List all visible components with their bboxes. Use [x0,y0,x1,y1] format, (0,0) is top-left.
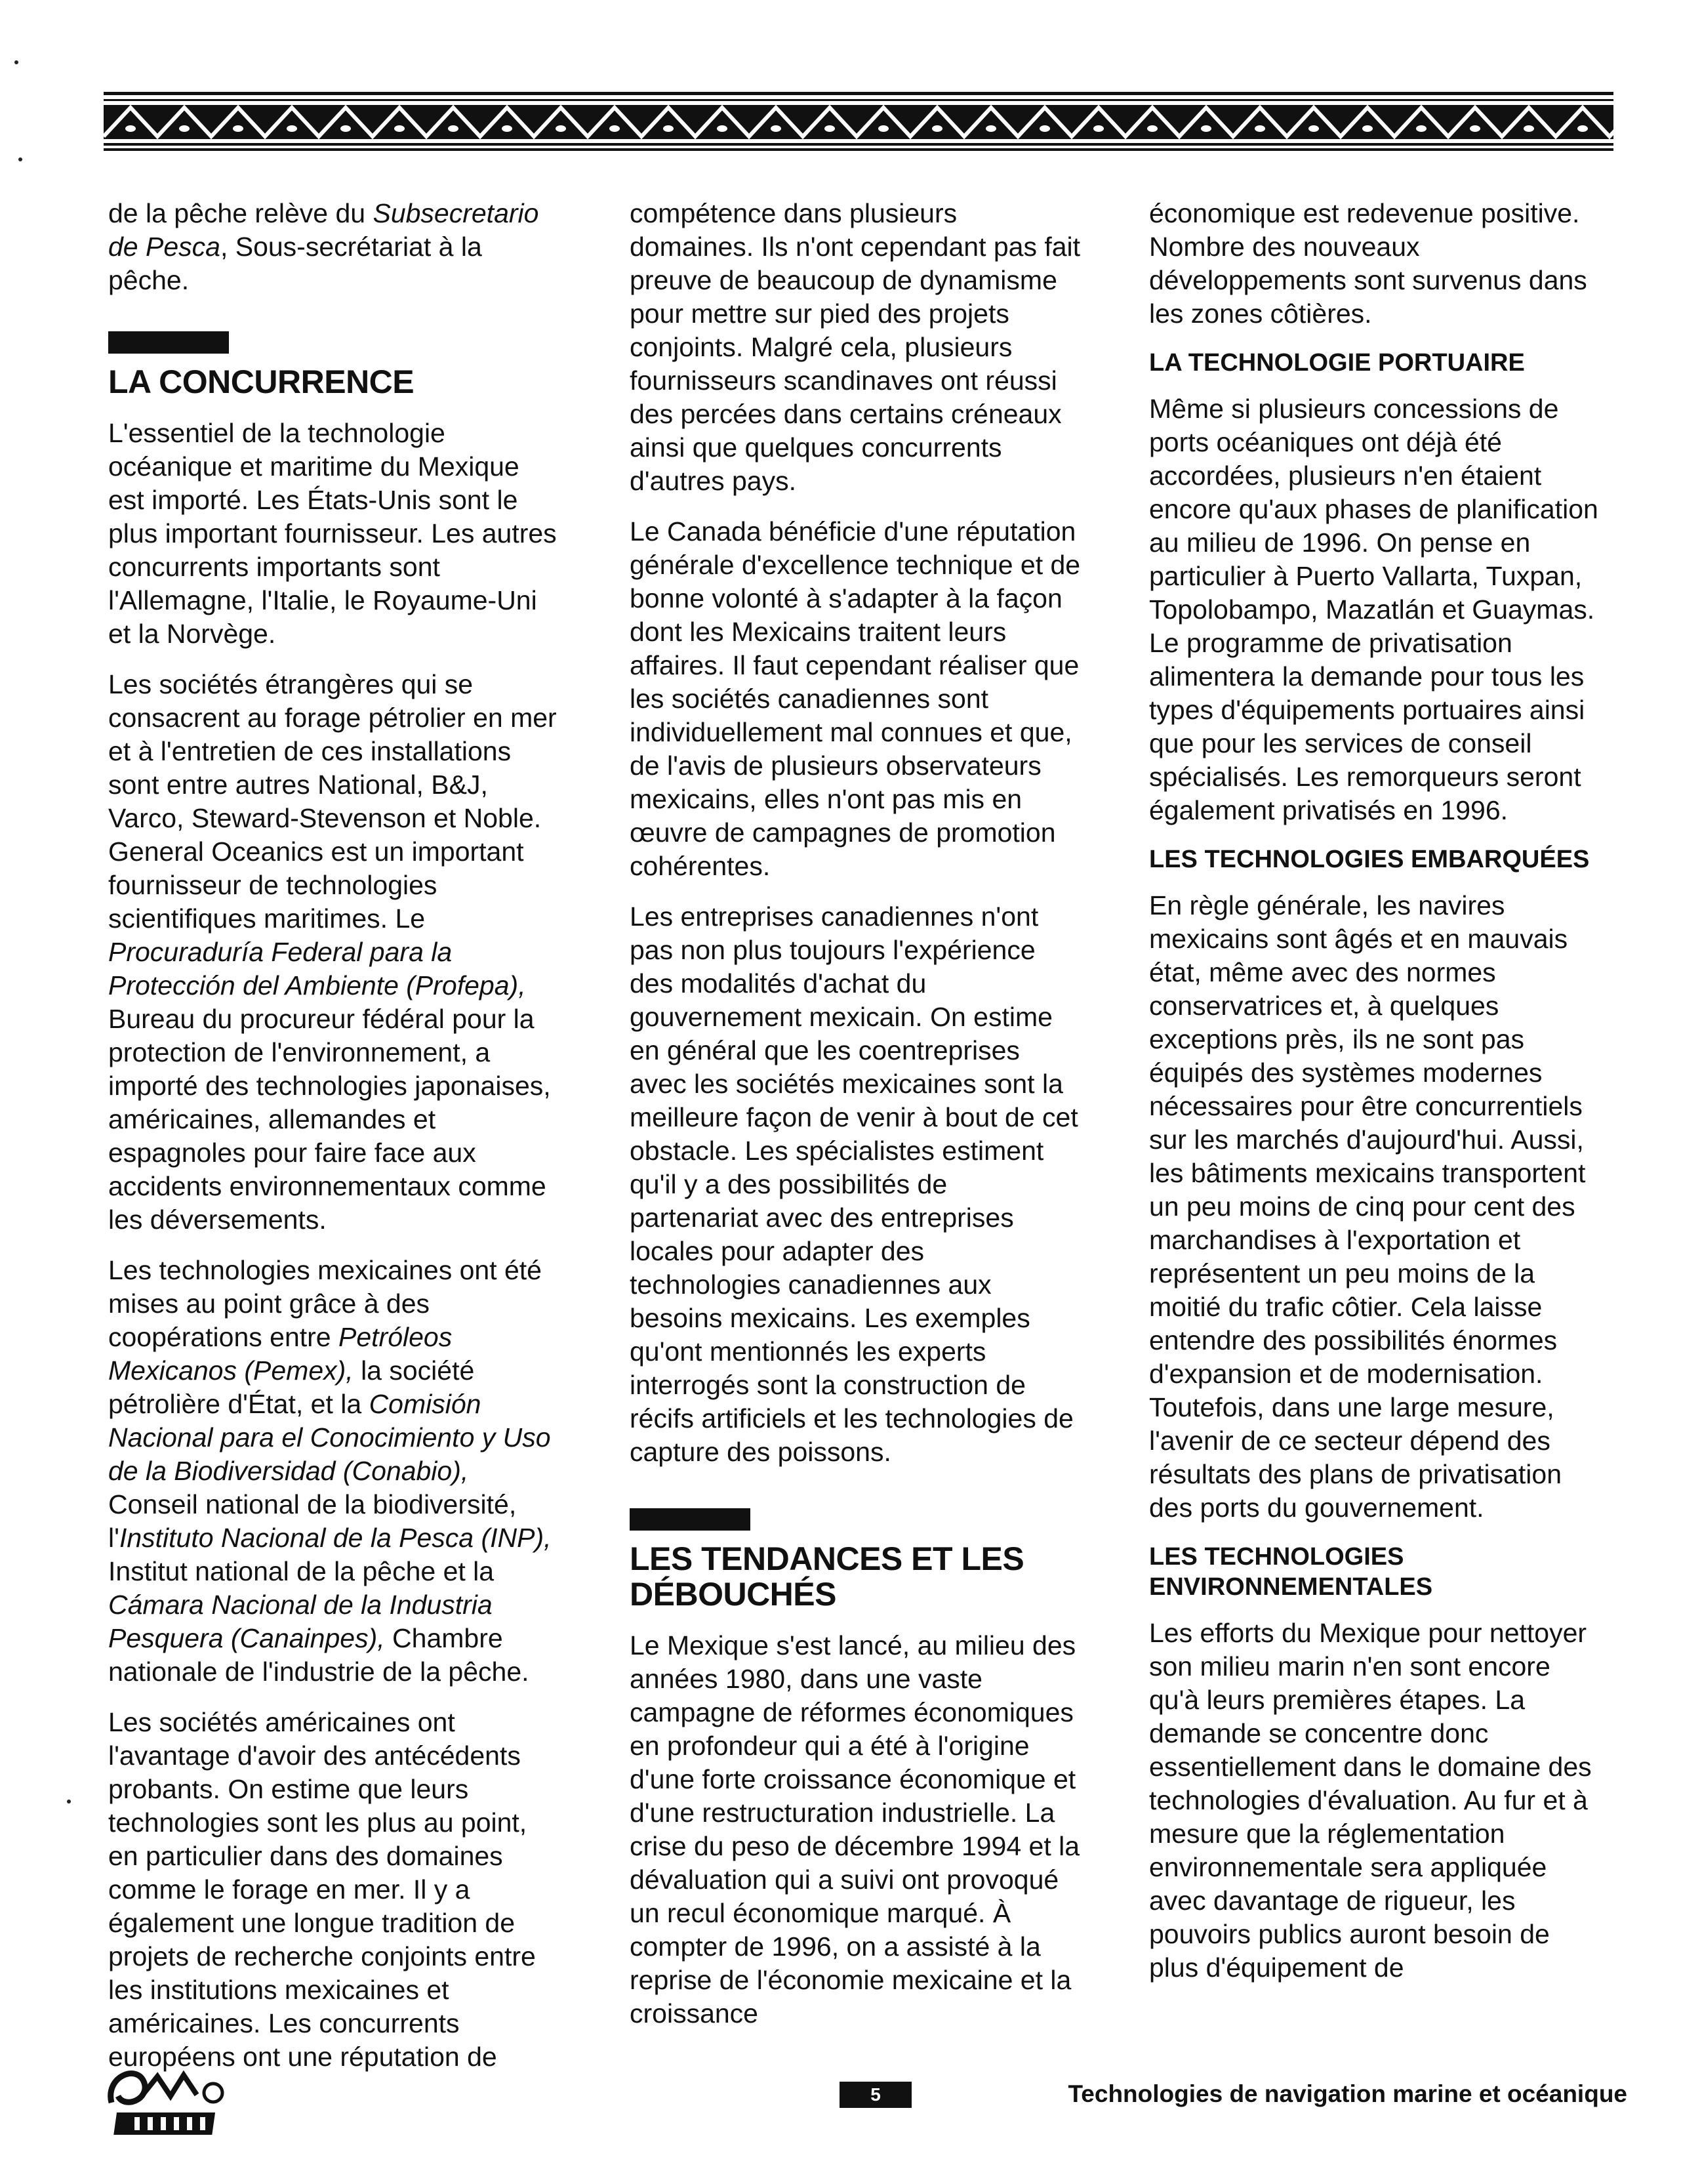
banner-dot [1308,125,1319,132]
paragraph: L'essentiel de la technologie océanique et maritime du Mexique est importé. Les États-Unis sont le plus important fournisseur. Les autres concurrents importants sont l'Allemagne, l'Italie, le Royaume-Uni et la Norvège. [108,418,557,649]
banner-dot [1577,125,1588,132]
paragraph: compétence dans plusieurs domaines. Ils n'ont cependant pas fait preuve de beaucoup de dynamisme pour mettre sur pied des projets conjoints. Malgré cela, plusieurs fournisseurs scandinaves ont réussi des percées dans certains créneaux ainsi que quelques concurrents d'autres pays. [630,198,1081,496]
banner-dot [394,125,405,132]
banner-dot [1201,125,1211,132]
page-number: 5 [840,2082,912,2108]
paragraph: Les efforts du Mexique pour nettoyer son milieu marin n'en sont encore qu'à leurs premières étapes. La demande se concentre donc essentiellement dans le domaine des technologies d'évaluation. Au fur et à mesure que la réglementation environnementale sera appliquée avec davantage de rigueur, les pouvoirs publics auront besoin de plus d'équipement de [1149,1618,1592,1983]
decorative-zigzag-border-icon [104,92,1613,151]
paragraph: Les sociétés américaines ont l'avantage d'avoir des antécédents probants. On estime que leurs technologies sont les plus au point, en particulier dans des domaines comme le forage en mer. Il y a également une longue tradition de projets de recherche conjoints entre les institutions mexicaines et américaines. Les concurrents européens ont une réputation de [108,1707,536,2072]
paragraph: Même si plusieurs concessions de ports océaniques ont déjà été accordées, plusieurs n'en étaient encore qu'aux phases de planification au milieu de 1996. On pense en particulier à Puerto Vallarta, Tuxpan, Topolobampo, Mazatlán et Guaymas. Le programme de privatisation alimentera la demande pour tous les types d'équipements portuaires ainsi que pour les services de conseil spécialisés. Les remorqueurs seront également privatisés en 1996. [1149,394,1598,825]
paragraph: économique est redevenue positive. Nombre des nouveaux développements sont survenus dans les zones côtières. [1149,198,1587,329]
column-1 [108,197,561,2091]
banner-dot [878,125,889,132]
heading-technologies-embarquees: LES TECHNOLOGIES EMBARQUÉES [1149,846,1590,873]
banner-dot [556,125,566,132]
banner-dot [663,125,674,132]
banner-dot [986,125,996,132]
banner-dot [824,125,835,132]
banner-dot [771,125,781,132]
paragraph: Les technologies mexicaines ont été mises au point grâce à des coopérations entre Petróleos Mexicanos (Pemex), la société pétrolière d'État, et la Comisión Nacional para el Conocimiento y Uso de la Biodiversidad (Conabio), Conseil national de la biodiversité, l'Instituto Nacional de la Pesca (INP), Institut national de la pêche et la Cámara Nacional de la Industria Pesquera (Canainpes), Chambre nationale de l'industrie de la pêche. [108,1255,552,1687]
banner-dot [1524,125,1534,132]
banner-dot [717,125,727,132]
column-3 [1149,197,1602,2002]
banner-dot [1147,125,1158,132]
banner-dot [287,125,297,132]
banner-dot [448,125,458,132]
banner-dot [1255,125,1265,132]
banner-dot [1362,125,1373,132]
paragraph: Le Mexique s'est lancé, au milieu des années 1980, dans une vaste campagne de réformes économiques en profondeur qui a été à l'origine d'une forte croissance économique et d'une restructuration industrielle. La crise du peso de décembre 1994 et la dévaluation qui a suivi ont provoqué un recul économique marqué. À compter de 1996, on a assisté à la reprise de l'économie mexicaine et la croissance [630,1630,1080,2029]
banner-dot [1470,125,1480,132]
paragraph: de la pêche relève du Subsecretario de Pesca, Sous-secrétariat à la pêche. [108,198,539,295]
section-marker [630,1508,750,1531]
banner-dot [233,125,243,132]
paragraph: Les sociétés étrangères qui se consacrent au forage pétrolier en mer et à l'entretien de ces installations sont entre autres National, B&J, Varco, Steward-Stevenson et Noble. General Oceanics est un important fournisseur de technologies scientifiques maritimes. Le Procuraduría Federal para la Protección del Ambiente (Profepa), Bureau du procureur fédéral pour la protection de l'environnement, a importé des technologies japonaises, américaines, allemandes et espagnoles pour faire face aux accidents environnementaux comme les déversements. [108,669,557,1235]
banner-dot [932,125,942,132]
banner-dot [179,125,190,132]
export-mexique-logo-icon [98,2057,249,2142]
banner-dot [609,125,620,132]
heading-technologie-portuaire: LA TECHNOLOGIE PORTUAIRE [1149,349,1525,377]
section-marker [108,331,229,354]
heading-tendances: LES TENDANCES ET LES DÉBOUCHÉS [630,1540,1024,1613]
banner-dot [125,125,136,132]
paragraph: Le Canada bénéficie d'une réputation générale d'excellence technique et de bonne volonté à s'adapter à la façon dont les Mexicains traitent leurs affaires. Il faut cependant réaliser que les sociétés canadiennes sont individuellement mal connues et que, de l'avis de plusieurs observateurs mexicains, elles n'ont pas mis en œuvre de campagnes de promotion cohérentes. [630,516,1081,881]
heading-concurrence: LA CONCURRENCE [108,363,415,400]
paragraph: En règle générale, les navires mexicains sont âgés et en mauvais état, même avec des normes conservatrices et, à quelques exceptions près, ils ne sont pas équipés des systèmes modernes nécessaires pour être concurrentiels sur les marchés d'aujourd'hui. Aussi, les bâtiments mexicains transportent un peu moins de cinq pour cent des marchandises à l'exportation et représentent un peu moins de la moitié du trafic côtier. Cela laisse entendre des possibilités énormes d'expansion et de modernisation. Toutefois, dans une large mesure, l'avenir de ce secteur dépend des résultats des plans de privatisation des ports du gouvernement. [1149,890,1586,1523]
heading-technologies-environnementales: LES TECHNOLOGIES ENVIRONNEMENTALES [1149,1543,1433,1601]
paragraph: Les entreprises canadiennes n'ont pas non plus toujours l'expérience des modalités d'achat du gouvernement mexicain. On estime en général que les coentreprises avec les sociétés mexicaines sont la meilleure façon de venir à bout de cet obstacle. Les spécialistes estiment qu'il y a des possibilités de partenariat avec des entreprises locales pour adapter des technologies canadiennes aux besoins mexicains. Les exemples qu'ont mentionnés les experts interrogés sont la construction de récifs artificiels et les technologies de capture des poissons. [630,901,1078,1467]
banner-dot [502,125,512,132]
banner-dot [340,125,351,132]
banner-dot [1093,125,1104,132]
banner-dot [1416,125,1427,132]
column-2 [630,197,1082,2048]
footer-title: Technologies de navigation marine et océanique [1068,2080,1627,2107]
banner-dot [1040,125,1050,132]
